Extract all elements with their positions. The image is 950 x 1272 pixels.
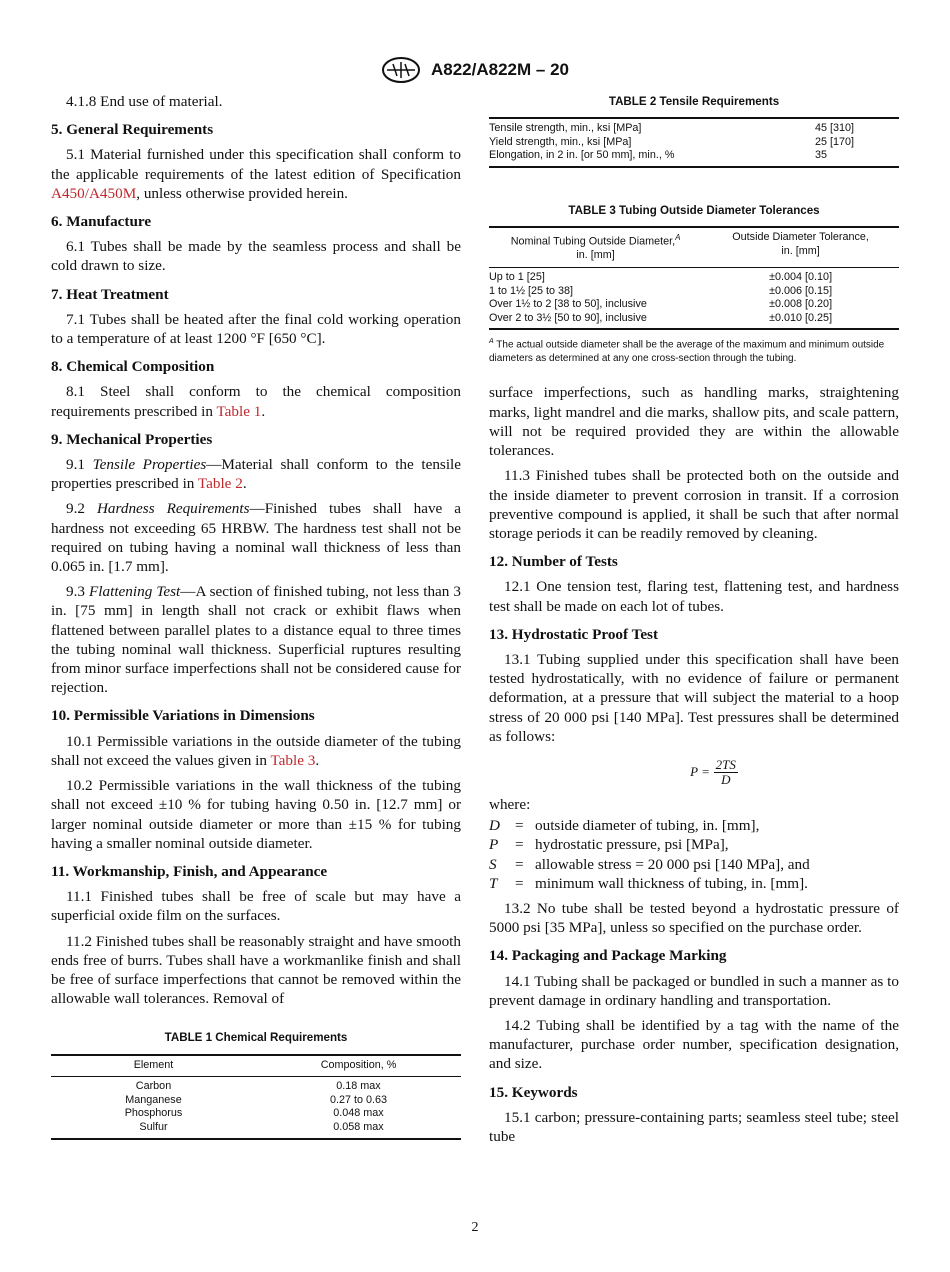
paragraph-13-2: 13.2 No tube shall be tested beyond a hydrostatic pressure of 5000 psi [35 MPa], unless so specified on the purchase order.	[489, 899, 899, 937]
paragraph-9-1: 9.1 Tensile Properties—Material shall conform to the tensile properties prescribed in Table 2.	[51, 456, 462, 493]
paragraph-11-3: 11.3 Finished tubes shall be protected both on the outside and the inside diameter to prevent corrosion in transit. If a corrosion preventive compound is applied, it shall be such that after normal storage periods it can be readily removed by cleaning.	[489, 467, 899, 542]
table-2-link[interactable]: Table 2	[197, 475, 243, 493]
table-row: Manganese 0.27 to 0.63	[125, 1093, 388, 1106]
table-row: Elongation, in 2 in. [or 50 mm], min., % 35	[489, 149, 899, 167]
table-1-link[interactable]: Table 1	[216, 402, 262, 420]
section-6-heading: 6. Manufacture	[51, 213, 152, 231]
paragraph-9-2: 9.2 Hardness Requirements—Finished tubes shall have a hardness not exceeding 65 HRBW. The hardness test shall not be required on tubing having a nominal wall thickness of less than 0.065 in. [1.7 mm].	[51, 500, 461, 576]
section-14-heading: 14. Packaging and Package Marking	[489, 947, 727, 965]
list-item: D = outside diameter of tubing, in. [mm],	[489, 817, 760, 835]
paragraph-11-2-continued: surface imperfections, such as handling marks, straightening marks, light mandrel and die marks, shallow pits, and scale pattern, will not be required provided they are within the allowable tolerances.	[489, 384, 899, 460]
paragraph-10-1: 10.1 Permissible variations in the outside diameter of the tubing shall not exceed the values given in Table 3.	[51, 732, 461, 769]
table-1-caption: TABLE 1 Chemical Requirements	[164, 1031, 348, 1045]
table-row: Carbon 0.18 max	[135, 1080, 381, 1093]
list-item: T = minimum wall thickness of tubing, in. [mm].	[489, 874, 808, 892]
section-13-heading: 13. Hydrostatic Proof Test	[489, 625, 659, 643]
paragraph-5-1: 5.1 Material furnished under this specification shall conform to the applicable requirements of the latest edition of Specification A450/A450M, unless otherwise provided herein.	[51, 146, 461, 202]
paragraph-6-1: 6.1 Tubes shall be made by the seamless process and shall be cold drawn to size.	[51, 238, 461, 275]
table-row: Sulfur 0.058 max	[51, 1121, 461, 1139]
table-1	[51, 1028, 461, 1139]
left-column	[51, 92, 461, 1140]
table-2	[489, 92, 899, 168]
paragraph-10-2: 10.2 Permissible variations in the wall thickness of the tubing shall not exceed ±10 % for tubing having 0.50 in. [12.7 mm] or larger nominal outside diameter or more than ±15 % for tubing having a smaller nominal outside diameter.	[51, 777, 461, 852]
table-3-link[interactable]: Table 3	[270, 751, 316, 769]
section-12-heading: 12. Number of Tests	[489, 553, 618, 571]
paragraph-13-1: 13.1 Tubing supplied under this specification shall have been tested hydrostatically, with no evidence of failure or permanent deformation, at a pressure that will subject the material to a hoop stress of 20 000 psi [140 MPa]. Test pressures shall be determined as follows:	[489, 650, 899, 745]
table-row: 1 to 1½ [25 to 38] ±0.006 [0.15]	[489, 284, 833, 297]
paragraph-12-1: 12.1 One tension test, flaring test, flattening test, and hardness test shall be made on each lot of tubes.	[489, 578, 899, 615]
table-row: Tensile strength, min., ksi [MPa] 45 [310]	[489, 122, 855, 135]
section-8-heading: 8. Chemical Composition	[51, 358, 215, 376]
right-column	[489, 92, 899, 1152]
table-3-header-tolerance: Outside Diameter Tolerance, in. [mm]	[702, 227, 899, 267]
paragraph-7-1: 7.1 Tubes shall be heated after the final cold working operation to a temperature of at least 1200 °F [650 °C].	[51, 310, 461, 348]
page-number: 2	[471, 1220, 479, 1235]
table-3	[489, 201, 899, 366]
paragraph-8-1: 8.1 Steel shall conform to the chemical composition requirements prescribed in Table 1.	[51, 383, 461, 420]
paragraph-4-1-8: 4.1.8 End use of material.	[66, 93, 223, 110]
paragraph-9-3: 9.3 Flattening Test—A section of finished tubing, not less than 3 in. [75 mm] in length shall not crack or exhibit flaws when flattened between parallel plates to a distance equal to three times the tubing nominal wall thickness. Superficial ruptures resulting from minor surface imperfections shall not be considered cause for rejection.	[51, 583, 461, 697]
table-3-caption: TABLE 3 Tubing Outside Diameter Tolerances	[568, 203, 820, 217]
section-5-heading: 5. General Requirements	[51, 121, 214, 139]
section-10-heading: 10. Permissible Variations in Dimensions	[51, 707, 315, 725]
table-row: Phosphorus 0.048 max	[124, 1107, 384, 1120]
document-designation: A822/A822M – 20	[431, 60, 569, 79]
paragraph-15-1: 15.1 carbon; pressure-containing parts; seamless steel tube; steel tube	[489, 1108, 899, 1145]
table-3-footnote: $^A$ The actual outside diameter shall be the average of the maximum and minimum outside diameters as determined at any one cross-section through the tubing.	[489, 338, 885, 365]
section-15-heading: 15. Keywords	[489, 1083, 578, 1101]
list-item: S = allowable stress = 20 000 psi [140 MPa], and	[489, 855, 810, 873]
where-label: where:	[489, 795, 531, 813]
table-row: Over 2 to 3½ [50 to 90], inclusive ±0.010 [0.25]	[489, 312, 899, 330]
paragraph-11-2: 11.2 Finished tubes shall be reasonably straight and have smooth ends free of burrs. Tubes shall have a workmanlike finish and shall be free of surface imperfections that cannot be removed within the allowable wall tolerances. Removal of	[51, 932, 461, 1008]
table-1-header-element: Element	[51, 1055, 256, 1077]
section-7-heading: 7. Heat Treatment	[51, 285, 169, 303]
table-3-header-diameter: Nominal Tubing Outside Diameter,$^A$ in. [mm]	[489, 227, 702, 267]
page-header	[0, 56, 950, 84]
paragraph-14-2: 14.2 Tubing shall be identified by a tag with the name of the manufacturer, purchase order number, specification designation, and size.	[489, 1016, 899, 1073]
paragraph-11-1: 11.1 Finished tubes shall be free of scale but may have a superficial oxide film on the surfaces.	[51, 888, 461, 925]
list-item: P = hydrostatic pressure, psi [MPa],	[489, 836, 729, 854]
table-row: Over 1½ to 2 [38 to 50], inclusive ±0.008 [0.20]	[489, 298, 833, 311]
variable-definitions	[489, 816, 899, 893]
section-11-heading: 11. Workmanship, Finish, and Appearance	[51, 862, 328, 880]
table-row: Up to 1 [25] ±0.004 [0.10]	[489, 270, 833, 283]
table-1-header-composition: Composition, %	[256, 1055, 461, 1077]
spec-a450-link[interactable]: A450/A450M	[51, 184, 137, 202]
astm-logo-icon	[381, 56, 421, 84]
section-9-heading: 9. Mechanical Properties	[51, 430, 213, 448]
paragraph-14-1: 14.1 Tubing shall be packaged or bundled in such a manner as to prevent damage in ordinary handling and transportation.	[489, 972, 899, 1009]
table-2-caption: TABLE 2 Tensile Requirements	[608, 95, 780, 108]
hydrostatic-formula: P = $\frac{2TS}{D}$	[690, 756, 736, 787]
table-row: Yield strength, min., ksi [MPa] 25 [170]	[489, 135, 855, 148]
